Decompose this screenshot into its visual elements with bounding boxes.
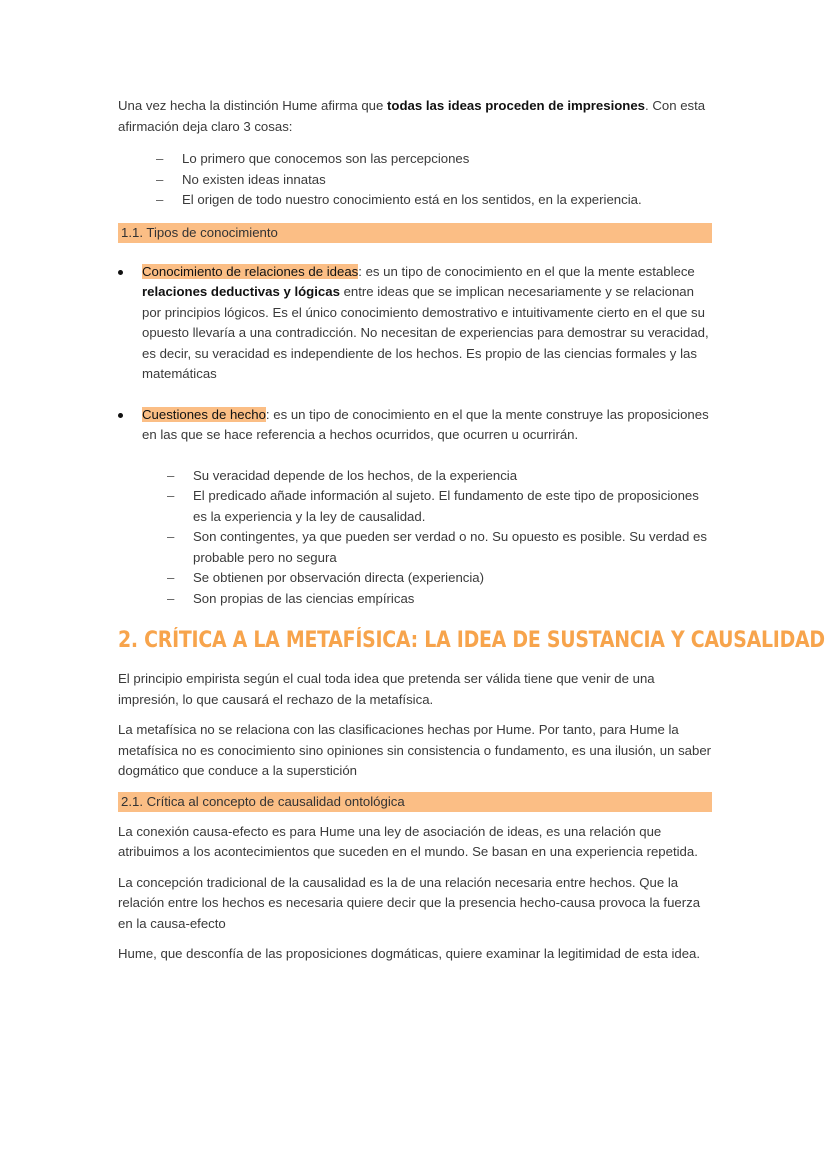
list-item: – El predicado añade información al sujeto. El fundamento de este tipo de proposiciones es la experiencia y la ley de causalidad.: [193, 486, 712, 527]
paragraph: La metafísica no se relaciona con las clasificaciones hechas por Hume. Por tanto, para Hume la metafísica no es conocimiento sino opiniones sin consistencia o fundamento, es una ilusión, un saber dogmático que conduce a la superstición: [118, 722, 712, 778]
paragraph: La concepción tradicional de la causalidad es la de una relación necesaria entre hechos. Que la relación entre los hechos es necesaria quiere decir que la presencia hecho-causa provoca la fuerza en la causa-efecto: [118, 874, 701, 931]
paragraph: Hume, que desconfía de las proposiciones dogmáticas, quiere examinar la legitimidad de esta idea.: [118, 946, 701, 961]
section-heading-1-1: 1.1. Tipos de conocimiento: [118, 223, 712, 243]
paragraph: La conexión causa-efecto es para Hume una ley de asociación de ideas, es una relación que atribuimos a los acontecimientos que suceden en el mundo. Se basan en una experiencia repetida.: [118, 823, 698, 859]
list-item: – Su veracidad depende de los hechos, de la experiencia: [193, 466, 712, 487]
section-heading-2-1: 2.1. Crítica al concepto de causalidad ontológica: [118, 792, 712, 812]
relaciones-paragraph: [142, 262, 712, 385]
intro-bold: todas las ideas proceden de impresiones: [387, 98, 646, 113]
intro-text: Una vez hecha la distinción Hume afirma que: [118, 98, 388, 113]
cuestiones-term: Cuestiones de hecho: [142, 406, 266, 422]
bullet-cuestiones: [118, 405, 712, 446]
intro-text-end: . Con esta afirmación deja claro 3 cosas:: [118, 98, 706, 134]
document-page: [118, 96, 825, 965]
relaciones-text-end: entre ideas que se implican necesariamente y se relacionan por principios lógicos. Es el único conocimiento demostrativo e intuitivamente cierto en el que su opuesto llevaría a una contradicción. No necesitan de experiencias para demostrar su veracidad, es decir, su veracidad es independiente de los hechos. Es propio de las ciencias formales y las matemáticas: [142, 284, 709, 381]
list-item: – No existen ideas innatas: [182, 170, 712, 191]
section-heading-2: 2. CRÍTICA A LA METAFÍSICA: LA IDEA DE SUSTANCIA Y CAUSALIDAD: [118, 628, 825, 653]
intro-list: [182, 149, 712, 211]
relaciones-term: Conocimiento de relaciones de ideas: [142, 263, 359, 279]
relaciones-text: : es un tipo de conocimiento en el que la mente establece: [358, 263, 695, 279]
list-item: – Son contingentes, ya que pueden ser verdad o no. Su opuesto es posible. Su verdad es probable pero no segura: [193, 527, 712, 568]
list-item: – Son propias de las ciencias empíricas: [193, 589, 712, 610]
cuestiones-paragraph: [142, 405, 712, 446]
list-item: – Lo primero que conocemos son las percepciones: [182, 149, 712, 170]
intro-paragraph: [118, 96, 712, 137]
cuestiones-text: : es un tipo de conocimiento en el que la mente construye las proposiciones en las que se hace referencia a hechos ocurridos, que ocurren u ocurrirán.: [142, 406, 709, 442]
cuestiones-list: [193, 466, 712, 610]
bullet-relaciones: [118, 262, 712, 385]
list-item: – El origen de todo nuestro conocimiento está en los sentidos, en la experiencia.: [182, 190, 712, 211]
paragraph: El principio empirista según el cual toda idea que pretenda ser válida tiene que venir de una impresión, lo que causará el rechazo de la metafísica.: [118, 671, 655, 707]
list-item: – Se obtienen por observación directa (experiencia): [193, 568, 712, 589]
relaciones-bold: relaciones deductivas y lógicas: [142, 284, 340, 299]
